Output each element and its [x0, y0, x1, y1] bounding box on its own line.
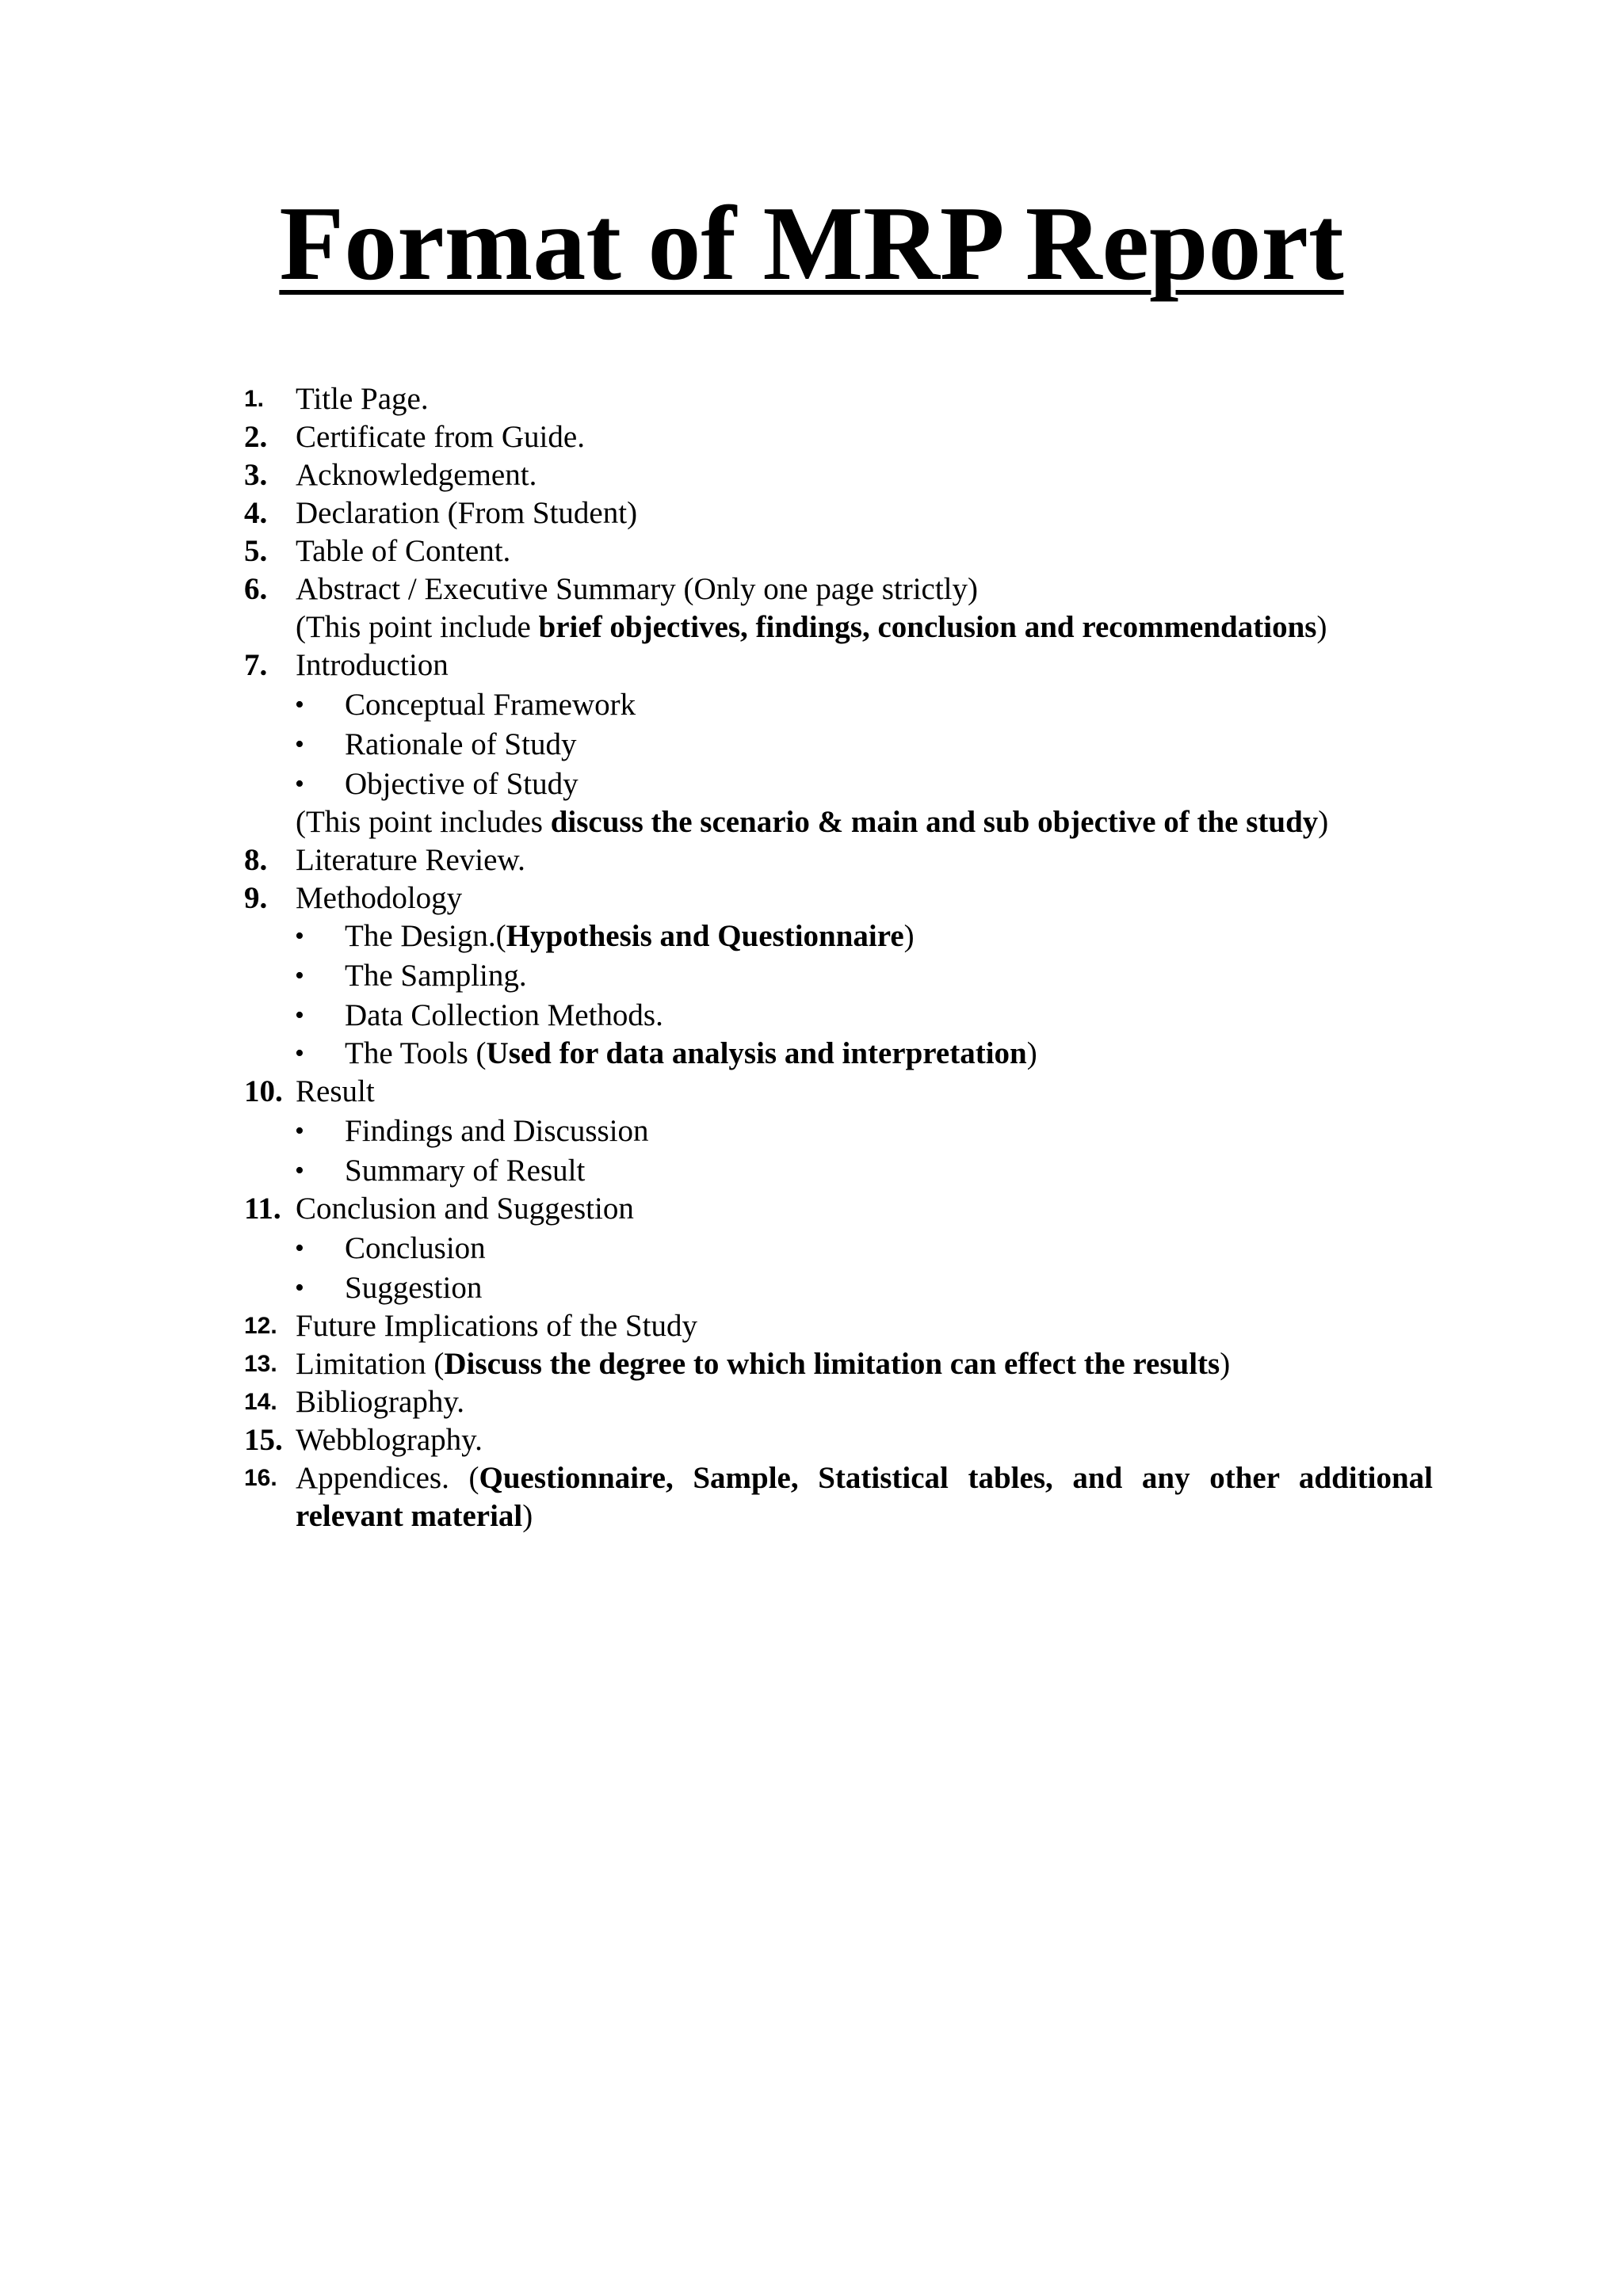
list-item-introduction: [0, 646, 1623, 685]
sub-item-sampling: [0, 957, 1623, 995]
sub-item-prefix: The Design.(: [345, 919, 506, 953]
bullet-icon: •: [295, 921, 304, 951]
list-item-future-implications: [0, 1307, 1623, 1345]
list-item-webblography: [0, 1421, 1623, 1459]
note-emphasis: discuss the scenario & main and sub objective of the study: [550, 805, 1319, 839]
item-number: 11.: [244, 1192, 281, 1226]
bullet-icon: •: [295, 769, 304, 799]
bullet-icon: •: [295, 1039, 304, 1068]
list-item-certificate: [0, 418, 1623, 456]
bullet-icon: •: [295, 961, 304, 990]
sub-item-objective: [0, 765, 1623, 803]
note-emphasis: brief objectives, findings, conclusion and recommendations: [538, 610, 1317, 644]
item-number: 13.: [244, 1351, 277, 1377]
sub-item-label: Findings and Discussion: [345, 1114, 649, 1148]
label-emphasis: Questionnaire, Sample, Statistical tables, and any other additional: [479, 1461, 1433, 1495]
list-item-acknowledgement: [0, 456, 1623, 494]
sub-item-emphasis: Used for data analysis and interpretation: [486, 1036, 1027, 1070]
item-label: Result: [296, 1074, 375, 1108]
sub-item-label: [345, 1035, 1037, 1073]
sub-item-label: Summary of Result: [345, 1154, 586, 1188]
item-number: 14.: [244, 1389, 277, 1415]
sub-item-design: [0, 917, 1623, 955]
note-suffix: ): [1316, 610, 1327, 644]
item-label: Certificate from Guide.: [296, 420, 585, 454]
note-prefix: (This point include: [296, 610, 539, 644]
label-suffix: ): [522, 1499, 533, 1533]
item-number: 3.: [244, 458, 268, 492]
sub-item-label: [345, 917, 915, 955]
note-text: [296, 608, 1327, 646]
sub-item-findings: [0, 1112, 1623, 1150]
bullet-icon: •: [295, 690, 304, 719]
label-suffix: ): [1220, 1347, 1231, 1381]
sub-item-suggestion: [0, 1269, 1623, 1307]
sub-item-label: Conclusion: [345, 1231, 486, 1265]
bullet-icon: •: [295, 1273, 304, 1302]
label-prefix: Appendices. (: [296, 1461, 479, 1495]
appendices-continuation: [0, 1497, 1623, 1535]
sub-item-conceptual-framework: [0, 686, 1623, 724]
sub-item-label: Data Collection Methods.: [345, 998, 663, 1032]
introduction-note: [0, 803, 1623, 841]
abstract-note: [0, 608, 1623, 646]
item-number: 6.: [244, 572, 268, 606]
list-item-limitation: [0, 1345, 1623, 1383]
list-item-conclusion-suggestion: [0, 1190, 1623, 1228]
list-item-abstract: [0, 570, 1623, 608]
label-prefix: Limitation (: [296, 1347, 445, 1381]
sub-item-rationale: [0, 726, 1623, 764]
sub-item-suffix: ): [1026, 1036, 1037, 1070]
item-label: Acknowledgement.: [296, 458, 537, 492]
item-number: 1.: [244, 386, 265, 412]
label-emphasis: relevant material: [296, 1499, 523, 1533]
sub-item-label: The Sampling.: [345, 959, 527, 993]
list-item-table-of-content: [0, 532, 1623, 570]
item-label: Bibliography.: [296, 1385, 465, 1419]
item-label: Table of Content.: [296, 534, 511, 568]
list-item-declaration: [0, 494, 1623, 532]
item-number: 16.: [244, 1465, 277, 1491]
sub-item-label: Suggestion: [345, 1271, 483, 1305]
bullet-icon: •: [295, 1116, 304, 1146]
item-label: Literature Review.: [296, 843, 525, 877]
sub-item-tools: [0, 1035, 1623, 1073]
item-label: Declaration (From Student): [296, 496, 638, 530]
sub-item-suffix: ): [903, 919, 915, 953]
page-title: Format of MRP Report: [279, 185, 1344, 302]
sub-item-prefix: The Tools (: [345, 1036, 487, 1070]
item-label: [296, 1345, 1230, 1383]
sub-item-summary: [0, 1152, 1623, 1190]
list-item-result: [0, 1073, 1623, 1111]
sub-item-label: Conceptual Framework: [345, 688, 636, 722]
label-emphasis: Discuss the degree to which limitation can effect the results: [444, 1347, 1220, 1381]
note-prefix: (This point includes: [296, 805, 551, 839]
item-label: Webblography.: [296, 1423, 483, 1457]
item-number: 5.: [244, 534, 268, 568]
item-label: Conclusion and Suggestion: [296, 1192, 634, 1226]
item-number: 12.: [244, 1313, 277, 1339]
bullet-icon: •: [295, 1234, 304, 1263]
note-text: [296, 803, 1328, 841]
bullet-icon: •: [295, 730, 304, 759]
item-label: Future Implications of the Study: [296, 1309, 697, 1343]
bullet-icon: •: [295, 1001, 304, 1030]
sub-item-label: Objective of Study: [345, 767, 579, 801]
item-label: Methodology: [296, 881, 463, 915]
note-suffix: ): [1318, 805, 1329, 839]
item-number: 15.: [244, 1423, 283, 1457]
sub-item-data-collection: [0, 997, 1623, 1035]
sub-item-conclusion: [0, 1230, 1623, 1268]
list-item-methodology: [0, 879, 1623, 917]
item-label-continued: [296, 1497, 533, 1535]
list-item-appendices: [0, 1459, 1623, 1497]
item-number: 2.: [244, 420, 268, 454]
item-label: [296, 1459, 1433, 1497]
item-number: 10.: [244, 1074, 283, 1108]
list-item-literature-review: [0, 841, 1623, 879]
list-item-bibliography: [0, 1383, 1623, 1421]
item-label: Title Page.: [296, 382, 429, 416]
item-label: Abstract / Executive Summary (Only one page strictly): [296, 572, 979, 606]
item-number: 7.: [244, 648, 268, 682]
item-label: Introduction: [296, 648, 449, 682]
sub-item-label: Rationale of Study: [345, 727, 577, 761]
sub-item-emphasis: Hypothesis and Questionnaire: [506, 919, 904, 953]
list-item-title-page: [0, 380, 1623, 418]
item-number: 4.: [244, 496, 268, 530]
item-number: 8.: [244, 843, 268, 877]
bullet-icon: •: [295, 1156, 304, 1185]
item-number: 9.: [244, 881, 268, 915]
